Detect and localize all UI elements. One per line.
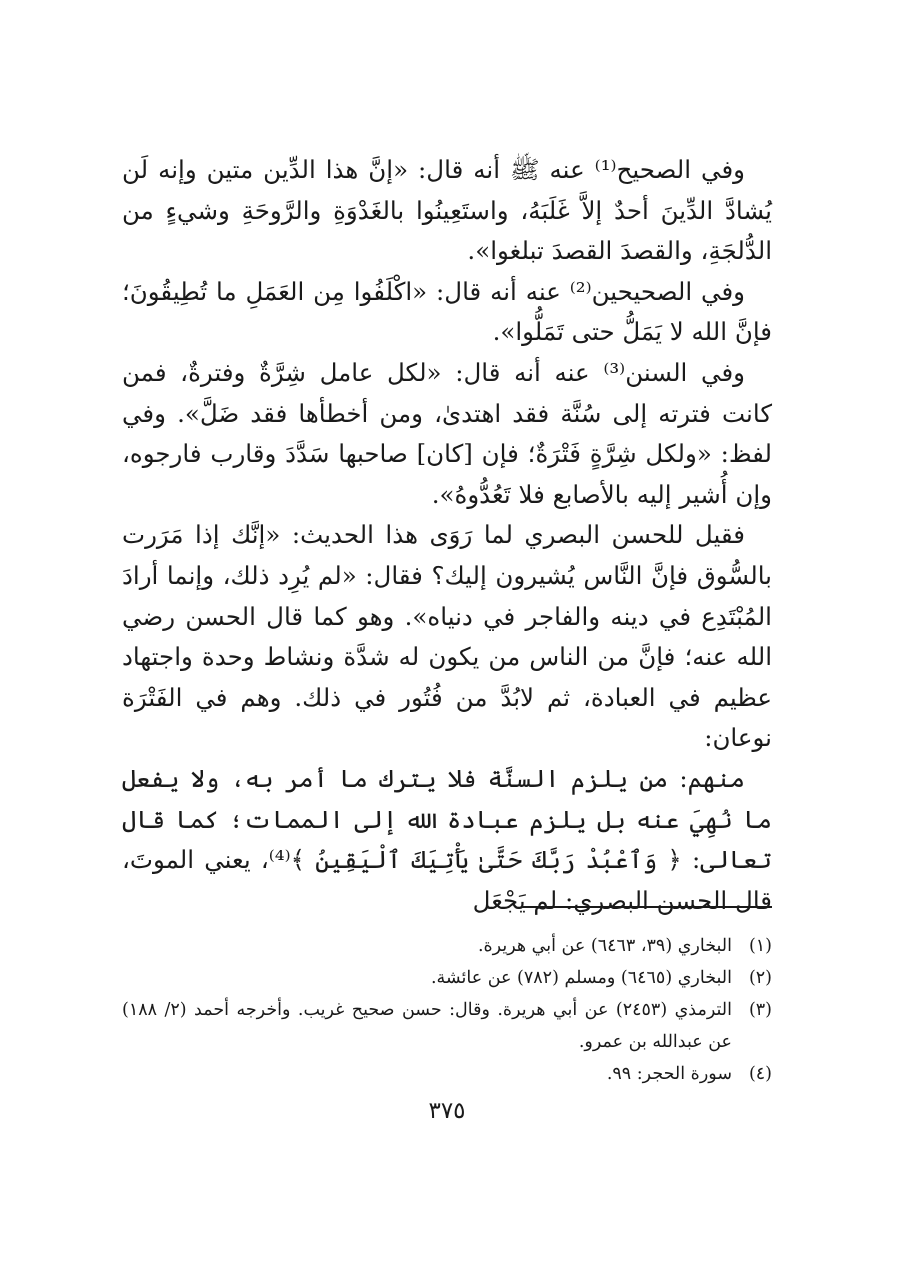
main-text [122,150,772,921]
footnote-number: (٤) [748,1064,772,1084]
footnote-text: الترمذي (٢٤٥٣) عن أبي هريرة. وقال: حسن صحيح غريب. وأخرجه أحمد (٢/ ١٨٨) عن عبدالله بن عمرو. [122,1000,732,1052]
footnote-separator [522,906,772,908]
paragraph-4: فقيل للحسن البصري لما رَوَى هذا الحديث: «إنَّك إذا مَرَرت بالسُّوق فإنَّ النَّاس يُشيرون إليك؟ فقال: «لم يُرِد ذلك، وإنما أرادَ المُبْتَدِع في دينه والفاجر في دنياه». وهو كما قال الحسن رضي الله عنه؛ فإنَّ من الناس من يكون له شدَّة ونشاط وحدة واجتهاد عظيم في العبادة، ثم لابُدَّ من فُتُور في ذلك. وهم في الفَتْرَة نوعان: [122,520,772,753]
footnote-text: البخاري (٣٩، ٦٤٦٣) عن أبي هريرة. [477,936,732,956]
footnote-item [122,930,772,962]
footnote-item [122,1058,772,1090]
footnotes [122,930,772,1090]
footnote-text: سورة الحجر: ٩٩. [606,1064,732,1084]
footnote-item [122,962,772,994]
paragraph-5: منهم: من يلزم السنَّة فلا يترك ما أمر به، ولا يفعل ما نُهِيَ عنه بل يلزم عبادة الله إلى الممات؛ كما قال تعالى: ﴿ وَٱعْبُدْ رَبَّكَ حَتَّىٰ يَأْتِيَكَ ٱلْيَقِينُ ﴾⁽⁴⁾، يعني الموتَ، قال الحسن البصري: لم يَجْعَل [122,763,772,915]
footnote-item [122,994,772,1058]
footnote-text: البخاري (٦٤٦٥) ومسلم (٧٨٢) عن عائشة. [430,968,732,988]
book-page [122,150,772,1250]
footnote-number: (١) [748,936,772,956]
footnote-number: (٢) [748,968,772,988]
paragraph-3: وفي السنن⁽³⁾ عنه أنه قال: «لكل عامل شِرَّةٌ وفترةٌ، فمن كانت فترته إلى سُنَّة فقد اهتدىٰ، ومن أخطأها فقد ضَلَّ». وفي لفظ: «ولكل شِرَّةٍ فَتْرَةٌ؛ فإن [كان] صاحبها سَدَّدَ وقارب فارجوه، وإن أُشير إليه بالأصابع فلا تَعُدُّوهُ». [122,357,772,509]
page-number: ٣٧٥ [428,1098,466,1124]
paragraph-2: وفي الصحيحين⁽²⁾ عنه أنه قال: «اكْلَفُوا مِن العَمَلِ ما تُطِيقُونَ؛ فإنَّ الله لا يَمَلُّ حتى تَمَلُّوا». [122,276,772,347]
footnote-number: (٣) [748,1000,772,1020]
paragraph-1: وفي الصحيح⁽¹⁾ عنه ﷺ أنه قال: «إنَّ هذا الدِّين متين وإنه لَن يُشادَّ الدِّينَ أحدٌ إلاَّ غَلَبَهُ، واستَعِينُوا بالغَدْوَةِ والرَّوحَةِ وشيءٍ من الدُّلجَةِ، والقصدَ القصدَ تبلغوا». [122,155,772,266]
